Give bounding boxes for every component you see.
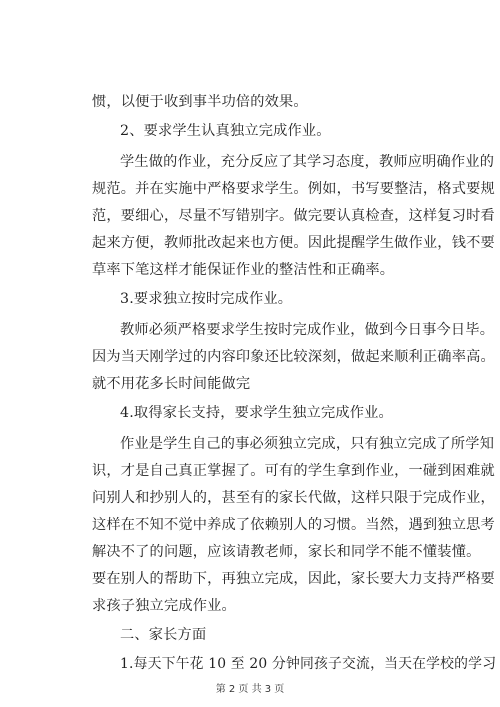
paragraph-line: 要在别人的帮助下，再独立完成，因此，家长要大力支持严格要 xyxy=(92,571,495,587)
paragraph-line: 规范。并在实施中严格要求学生。例如，书写要整洁，格式要规 xyxy=(92,181,495,197)
paragraph-line: 惯，以便于收到事半功倍的效果。 xyxy=(92,94,308,110)
page-footer: 第 2 页 共 3 页 xyxy=(215,684,285,695)
paragraph-line: 问别人和抄别人的，甚至有的家长代做，这样只限于完成作业， xyxy=(92,490,495,506)
paragraph-line: 范，要细心，尽量不写错别字。做完要认真检查，这样复习时看 xyxy=(92,208,495,224)
paragraph-line: 起来方便，教师批改起来也方便。因此提醒学生做作业，钱不要 xyxy=(92,235,495,251)
paragraph-line: 因为当天刚学过的内容印象还比较深刻，做起来顺利正确率高。 xyxy=(92,349,495,365)
section-heading: 二、家长方面 xyxy=(120,627,207,643)
paragraph-line: 识，才是自己真正掌握了。可有的学生拿到作业，一碰到困难就 xyxy=(92,463,495,479)
section-heading: 3.要求独立按时完成作业。 xyxy=(120,291,293,307)
paragraph-line: 学生做的作业，充分反应了其学习态度，教师应明确作业的 xyxy=(120,154,495,170)
section-heading: 4.取得家长支持，要求学生独立完成作业。 xyxy=(120,405,393,421)
section-heading: 2、要求学生认真独立完成作业。 xyxy=(120,123,331,139)
paragraph-line: 解决不了的问题，应该请教老师，家长和同学不能不懂装懂。 xyxy=(92,544,481,560)
paragraph-line: 草率下笔这样才能保证作业的整洁性和正确率。 xyxy=(92,262,395,278)
paragraph-line: 1.每天下午花 10 至 20 分钟同孩子交流，当天在学校的学习 xyxy=(120,656,497,672)
paragraph-line: 教师必须严格要求学生按时完成作业，做到今日事今日毕。 xyxy=(120,322,495,338)
paragraph-line: 就不用花多长时间能做完 xyxy=(92,376,251,392)
paragraph-line: 求孩子独立完成作业。 xyxy=(92,598,236,614)
paragraph-line: 这样在不知不觉中养成了依赖别人的习惯。当然，遇到独立思考 xyxy=(92,517,495,533)
paragraph-line: 作业是学生自己的事必须独立完成，只有独立完成了所学知 xyxy=(120,436,495,452)
